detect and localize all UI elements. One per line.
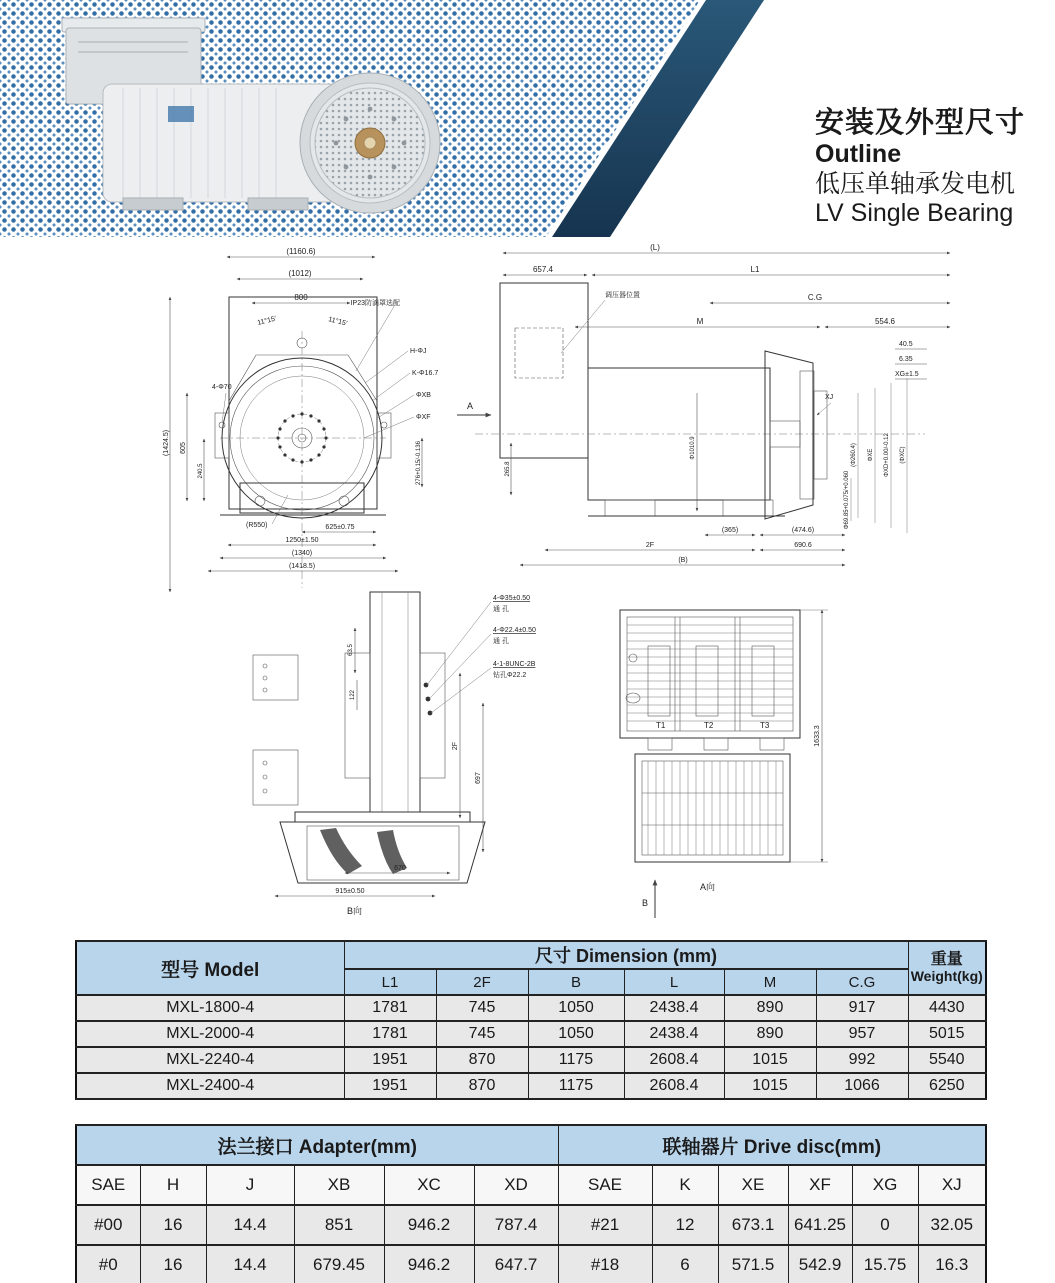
model-cell: MXL-2240-4 <box>76 1047 344 1073</box>
note-label: 调压器位置 <box>605 292 640 299</box>
col-header-XD: XD <box>474 1165 558 1205</box>
value-cell: 6 <box>652 1245 718 1283</box>
value-cell: 870 <box>436 1073 528 1099</box>
view-label: B向 <box>347 906 363 916</box>
dim-label: 240.5 <box>198 463 204 479</box>
col-header-XF: XF <box>788 1165 852 1205</box>
dim-label: (474.6) <box>791 527 815 534</box>
model-cell: MXL-2000-4 <box>76 1021 344 1047</box>
mounting-foot <box>248 198 308 210</box>
dim-label: 40.5 <box>899 341 913 348</box>
shaft-end-view-drawing <box>195 588 565 923</box>
dim-label: (365) <box>721 527 739 534</box>
value-cell: 946.2 <box>384 1205 474 1245</box>
weight-header-zh: 重量 <box>930 951 963 969</box>
dim-label: 2F <box>452 741 459 751</box>
dim-label: H-ΦJ <box>410 348 427 355</box>
value-cell: 2438.4 <box>624 995 724 1021</box>
hole-note: 钻孔Φ22.2 <box>493 672 527 679</box>
value-cell: 16 <box>140 1245 206 1283</box>
value-cell: 2608.4 <box>624 1047 724 1073</box>
dim-label: 605 <box>180 442 187 454</box>
view-label: A向 <box>700 882 716 892</box>
value-cell: 957 <box>816 1021 908 1047</box>
weight-header-en: Weight(kg) <box>910 968 983 985</box>
value-cell: 647.7 <box>474 1245 558 1283</box>
dim-label: (L) <box>650 243 660 252</box>
value-cell: 870 <box>436 1047 528 1073</box>
col-header-H: H <box>140 1165 206 1205</box>
col-header-L: L <box>624 969 724 995</box>
value-cell: 2438.4 <box>624 1021 724 1047</box>
value-cell: 1015 <box>724 1073 816 1099</box>
value-cell: 641.25 <box>788 1205 852 1245</box>
angle-label: 11°15′ <box>256 315 278 327</box>
value-cell: 5015 <box>908 1021 986 1047</box>
dim-label: 6.35 <box>899 356 913 363</box>
hole-note: 4-1-8UNC-2B <box>493 661 536 668</box>
dim-label: (1012) <box>288 269 312 278</box>
dim-label: Φ1010.9 <box>690 436 696 460</box>
col-header-XB: XB <box>294 1165 384 1205</box>
dim-label: ΦXE <box>868 448 874 462</box>
value-cell: 992 <box>816 1047 908 1073</box>
dim-label: 2F <box>645 542 655 549</box>
value-cell: 14.4 <box>206 1205 294 1245</box>
col-header-sae-disc: SAE <box>558 1165 652 1205</box>
col-header-XC: XC <box>384 1165 474 1205</box>
value-cell: 890 <box>724 1021 816 1047</box>
dim-label: 554.6 <box>874 317 896 326</box>
col-header-2F: 2F <box>436 969 528 995</box>
adapter-group-header: 法兰接口 Adapter(mm) <box>76 1125 558 1165</box>
value-cell: 1951 <box>344 1047 436 1073</box>
dim-label: 915±0.50 <box>335 888 365 895</box>
table-row <box>76 1021 986 1047</box>
drive-disc-group-header: 联轴器片 Drive disc(mm) <box>558 1125 986 1165</box>
terminal-label: T1 <box>656 721 666 730</box>
title-en: Outline <box>815 140 902 169</box>
value-cell: 851 <box>294 1205 384 1245</box>
dim-label: (B) <box>678 557 688 564</box>
dim-label: K-Φ16.7 <box>412 370 439 377</box>
value-cell: 1175 <box>528 1073 624 1099</box>
dim-label: Φ69.85+0.075/+0.060 <box>844 470 850 530</box>
dim-label: 690.6 <box>794 542 812 549</box>
value-cell: 679.45 <box>294 1245 384 1283</box>
value-cell: 5540 <box>908 1047 986 1073</box>
dim-label: (R550) <box>246 522 268 529</box>
value-cell: 787.4 <box>474 1205 558 1245</box>
value-cell: 0 <box>852 1205 918 1245</box>
value-cell: 16.3 <box>918 1245 986 1283</box>
dim-label: 800 <box>294 293 308 302</box>
dim-label: 1250±1.50 <box>285 537 319 544</box>
dim-label: 625±0.75 <box>325 524 355 531</box>
dim-label: 122 <box>350 689 356 701</box>
value-cell: 946.2 <box>384 1245 474 1283</box>
col-header-J: J <box>206 1165 294 1205</box>
dim-label: (ΦXC) <box>900 446 906 464</box>
value-cell: 571.5 <box>718 1245 788 1283</box>
value-cell: 1066 <box>816 1073 908 1099</box>
front-view-drawing <box>160 243 460 593</box>
section-label: A <box>467 401 474 411</box>
value-cell: 673.1 <box>718 1205 788 1245</box>
hole-note: 4-Φ22.4±0.50 <box>493 627 536 634</box>
model-cell: MXL-1800-4 <box>76 995 344 1021</box>
col-header-XJ: XJ <box>918 1165 986 1205</box>
value-cell: 16 <box>140 1205 206 1245</box>
value-cell: 1781 <box>344 995 436 1021</box>
hole-note: 4-Φ35±0.50 <box>493 595 531 602</box>
hole-note: 通 孔 <box>493 606 509 613</box>
col-header-CG: C.G <box>816 969 908 995</box>
value-cell: 15.75 <box>852 1245 918 1283</box>
dim-label: ΦXD+0.00/-0.12 <box>884 433 890 477</box>
terminal-label: T3 <box>760 721 770 730</box>
page-title-block <box>815 106 1025 229</box>
value-cell: 32.05 <box>918 1205 986 1245</box>
value-cell: 1015 <box>724 1047 816 1073</box>
col-header-M: M <box>724 969 816 995</box>
model-cell: MXL-2400-4 <box>76 1073 344 1099</box>
dim-label: ΦXB <box>416 392 431 399</box>
value-cell: #0 <box>76 1245 140 1283</box>
dim-label: 4-Φ70 <box>212 384 232 391</box>
dim-label: (Φ260.4) <box>851 443 857 467</box>
value-cell: 542.9 <box>788 1245 852 1283</box>
generator-photo <box>48 6 443 218</box>
model-column-header: 型号 Model <box>76 941 344 995</box>
table-row <box>76 995 986 1021</box>
side-view-drawing <box>455 243 955 593</box>
table-row <box>76 1205 986 1245</box>
dim-label: 265.8 <box>505 461 511 477</box>
value-cell: 2608.4 <box>624 1073 724 1099</box>
dim-label: XJ <box>825 394 834 401</box>
dimension-group-header: 尺寸 Dimension (mm) <box>344 941 908 969</box>
value-cell: 917 <box>816 995 908 1021</box>
table-row <box>76 1245 986 1283</box>
dim-label: ΦXF <box>416 414 431 421</box>
table-row <box>76 1047 986 1073</box>
dim-label: 1633.3 <box>814 725 821 747</box>
dim-label: M <box>696 317 704 326</box>
value-cell: 1951 <box>344 1073 436 1099</box>
col-header-XE: XE <box>718 1165 788 1205</box>
subtitle-zh: 低压单轴承发电机 <box>815 169 1016 198</box>
dim-label: 670 <box>394 865 406 872</box>
value-cell: #18 <box>558 1245 652 1283</box>
value-cell: 1175 <box>528 1047 624 1073</box>
section-label: B <box>642 898 649 908</box>
angle-label: 11°15′ <box>327 316 348 328</box>
value-cell: 1050 <box>528 995 624 1021</box>
value-cell: 6250 <box>908 1073 986 1099</box>
value-cell: 745 <box>436 995 528 1021</box>
weight-column-header <box>908 941 986 995</box>
col-header-K: K <box>652 1165 718 1205</box>
dim-label: 657.4 <box>532 265 554 274</box>
col-header-L1: L1 <box>344 969 436 995</box>
dimension-table <box>75 940 987 1100</box>
terminal-label: T2 <box>704 721 714 730</box>
adapter-drive-disc-table <box>75 1124 987 1283</box>
value-cell: 14.4 <box>206 1245 294 1283</box>
dim-label: (1424.5) <box>163 429 170 457</box>
dim-label: C.G <box>807 293 823 302</box>
brand-label <box>168 106 194 122</box>
value-cell: 1050 <box>528 1021 624 1047</box>
title-zh: 安装及外型尺寸 <box>815 107 1026 139</box>
mounting-foot <box>123 198 183 210</box>
value-cell: 890 <box>724 995 816 1021</box>
top-view-drawing <box>600 588 870 923</box>
dim-label: (1340) <box>291 550 313 557</box>
note-label: IP23防滴罩选配 <box>350 300 400 307</box>
dim-label: L1 <box>750 265 760 274</box>
dim-label: 63.5 <box>348 644 354 656</box>
col-header-B: B <box>528 969 624 995</box>
dim-label: 276+0.15/-0.136 <box>416 441 422 485</box>
table-row <box>76 1073 986 1099</box>
value-cell: #21 <box>558 1205 652 1245</box>
value-cell: 4430 <box>908 995 986 1021</box>
subtitle-en: LV Single Bearing <box>815 199 1014 228</box>
value-cell: 745 <box>436 1021 528 1047</box>
dim-label: XG±1.5 <box>895 371 919 378</box>
hole-note: 通 孔 <box>493 638 509 645</box>
col-header-sae-adapter: SAE <box>76 1165 140 1205</box>
col-header-XG: XG <box>852 1165 918 1205</box>
value-cell: 1781 <box>344 1021 436 1047</box>
dim-label: (1418.5) <box>288 563 316 570</box>
value-cell: #00 <box>76 1205 140 1245</box>
value-cell: 12 <box>652 1205 718 1245</box>
dim-label: (1160.6) <box>286 247 316 256</box>
drive-disc-bell <box>765 351 813 519</box>
dim-label: 697 <box>475 772 482 784</box>
